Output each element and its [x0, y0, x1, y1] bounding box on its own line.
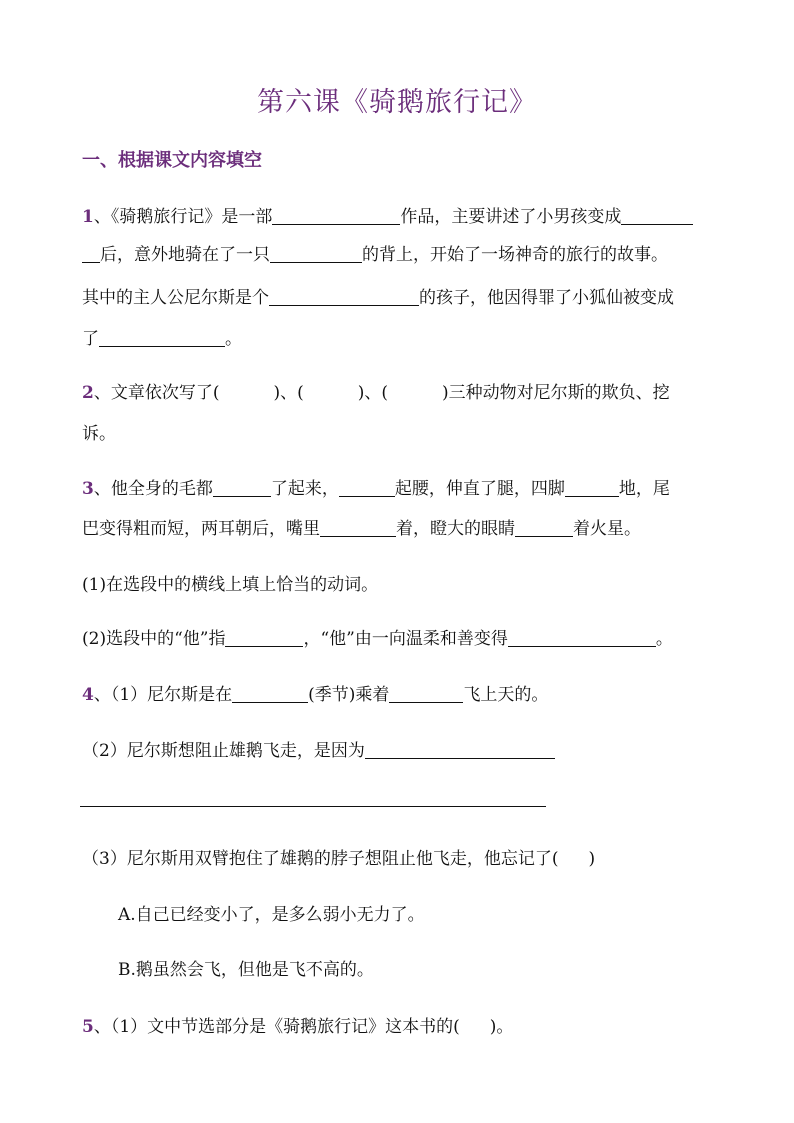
q3-blank-2[interactable] — [339, 495, 395, 497]
q3-sub-text: 。 — [655, 629, 673, 649]
q3-blank-1[interactable] — [213, 495, 271, 497]
q4-blank-1[interactable] — [232, 701, 308, 703]
q4-text: 、（1）尼尔斯是在 — [93, 685, 233, 705]
q3-text: 着，瞪大的眼睛 — [396, 519, 515, 539]
q2-line-2 — [82, 419, 116, 444]
q1-blank-4[interactable] — [269, 304, 419, 306]
q3-line-2 — [82, 514, 641, 539]
q3-number: 3 — [82, 479, 94, 499]
q3-blank-4[interactable] — [320, 535, 396, 537]
q3-line-1 — [82, 474, 670, 499]
q3-sub-2 — [82, 624, 673, 649]
q2-text: 、文章依次写了( — [93, 383, 220, 403]
q3-sub-text: (2)选段中的“他”指 — [82, 629, 226, 649]
q4-text: 飞上天的。 — [463, 685, 549, 705]
q2-text: )三种动物对尼尔斯的欺负、挖 — [442, 383, 670, 403]
q4-text: (季节)乘着 — [308, 685, 390, 705]
q4-option-a[interactable] — [118, 900, 425, 925]
q5-text: 、（1）文中节选部分是《骑鹅旅行记》这本书的( — [93, 1017, 460, 1037]
q1-text: 后，意外地骑在了一只 — [100, 245, 270, 265]
q2-text: )、( — [357, 383, 389, 403]
q1-text: 。 — [225, 329, 242, 349]
q5-text: )。 — [489, 1017, 514, 1037]
q3-text: 地，尾 — [618, 479, 670, 499]
q1-line-2 — [82, 240, 668, 265]
q1-line-3 — [82, 283, 674, 308]
q3-sub-text: ，“他”由一向温柔和善变得 — [303, 629, 508, 649]
q4-blank-3[interactable] — [365, 757, 555, 759]
q1-blank-5[interactable] — [99, 345, 225, 347]
page-title: 第六课《骑鹅旅行记》 — [257, 87, 537, 118]
q3-text: 着火星。 — [573, 519, 641, 539]
q1-blank-2[interactable] — [621, 223, 693, 225]
q3-text: 了起来， — [270, 479, 339, 499]
q1-text: 了 — [82, 329, 99, 349]
q1-text: 的孩子，他因得罪了小狐仙被变成 — [419, 288, 674, 308]
q4-line-2 — [82, 736, 555, 761]
q2-line-1 — [82, 378, 670, 403]
q1-text: 、《骑鹅旅行记》是一部 — [93, 207, 273, 227]
q2-text: )、( — [273, 383, 304, 403]
q1-text: 其中的主人公尼尔斯是个 — [82, 288, 269, 308]
q1-line-4 — [82, 324, 242, 349]
q3-blank-5[interactable] — [515, 535, 573, 537]
q4-answer-line[interactable] — [80, 806, 546, 807]
section-heading: 一、根据课文内容填空 — [82, 150, 262, 171]
q1-blank-3[interactable] — [270, 261, 362, 263]
q3-sub-text: (1)在选段中的横线上填上恰当的动词。 — [82, 575, 379, 595]
q3-text: 、他全身的毛都 — [93, 479, 213, 499]
q3-blank-6[interactable] — [225, 645, 303, 647]
q1-blank-1[interactable] — [272, 223, 400, 225]
q4-blank-2[interactable] — [389, 701, 463, 703]
q4-text: ) — [588, 849, 596, 869]
q4-number: 4 — [82, 685, 94, 705]
q4-text: （3）尼尔斯用双臂抱住了雄鹅的脖子想阻止他飞走，他忘记了( — [82, 849, 559, 869]
q4-text: （2）尼尔斯想阻止雄鹅飞走，是因为 — [82, 741, 365, 761]
option-a-text: A.自己已经变小了，是多么弱小无力了。 — [118, 905, 425, 925]
q3-sub-1 — [82, 570, 378, 595]
q3-text: 起腰，伸直了腿，四脚 — [394, 479, 565, 499]
q2-number: 2 — [82, 383, 94, 403]
q5-number: 5 — [82, 1017, 94, 1037]
q3-blank-3[interactable] — [565, 495, 619, 497]
q1-text: 作品，主要讲述了小男孩变成 — [400, 207, 622, 227]
q5-line-1 — [82, 1012, 513, 1037]
q1-blank-2-cont[interactable] — [82, 261, 100, 263]
q4-line-1 — [82, 680, 548, 705]
q1-text: 的背上，开始了一场神奇的旅行的故事。 — [362, 245, 668, 265]
q3-blank-7[interactable] — [508, 645, 656, 647]
q1-line-1 — [82, 202, 693, 227]
q4-line-3 — [82, 844, 595, 869]
q1-number: 1 — [82, 207, 94, 227]
q2-text: 诉。 — [82, 424, 116, 444]
option-b-text: B.鹅虽然会飞，但他是飞不高的。 — [118, 960, 374, 980]
q3-text: 巴变得粗而短，两耳朝后，嘴里 — [82, 519, 320, 539]
q4-option-b[interactable] — [118, 955, 374, 980]
